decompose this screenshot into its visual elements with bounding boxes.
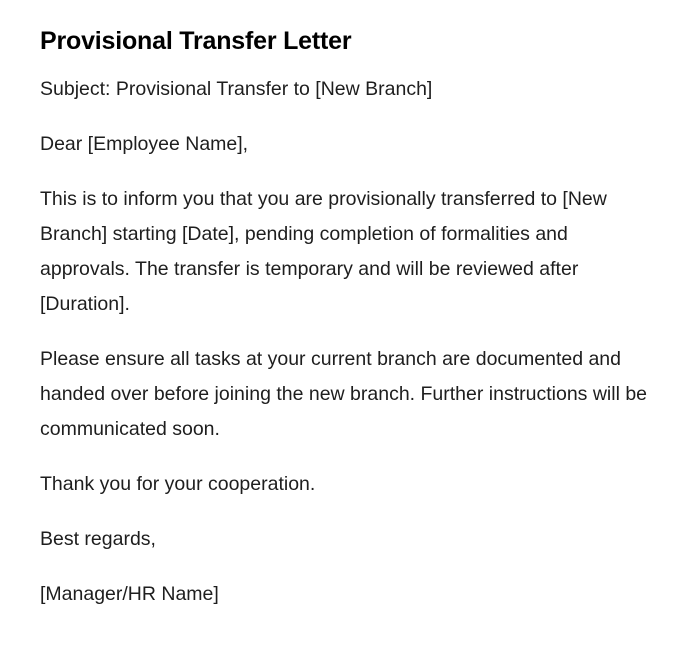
letter-sign-off: Best regards, (40, 528, 156, 550)
letter-body-paragraph-2: Please ensure all tasks at your current branch are documented and handed over before joining the new branch. Further instructions will be communicated soon. (40, 348, 648, 440)
letter-closing-line: Thank you for your cooperation. (40, 473, 316, 495)
letter-subject: Subject: Provisional Transfer to [New Branch] (40, 78, 433, 100)
letter-title: Provisional Transfer Letter (40, 27, 352, 55)
letter-body-paragraph-1: This is to inform you that you are provisionally transferred to [New Branch] starting [Date], pending completion of formalities and approvals. The transfer is temporary and will be reviewed after [Duration]. (40, 188, 607, 315)
letter-signature: [Manager/HR Name] (40, 583, 219, 605)
letter-salutation: Dear [Employee Name], (40, 133, 249, 155)
